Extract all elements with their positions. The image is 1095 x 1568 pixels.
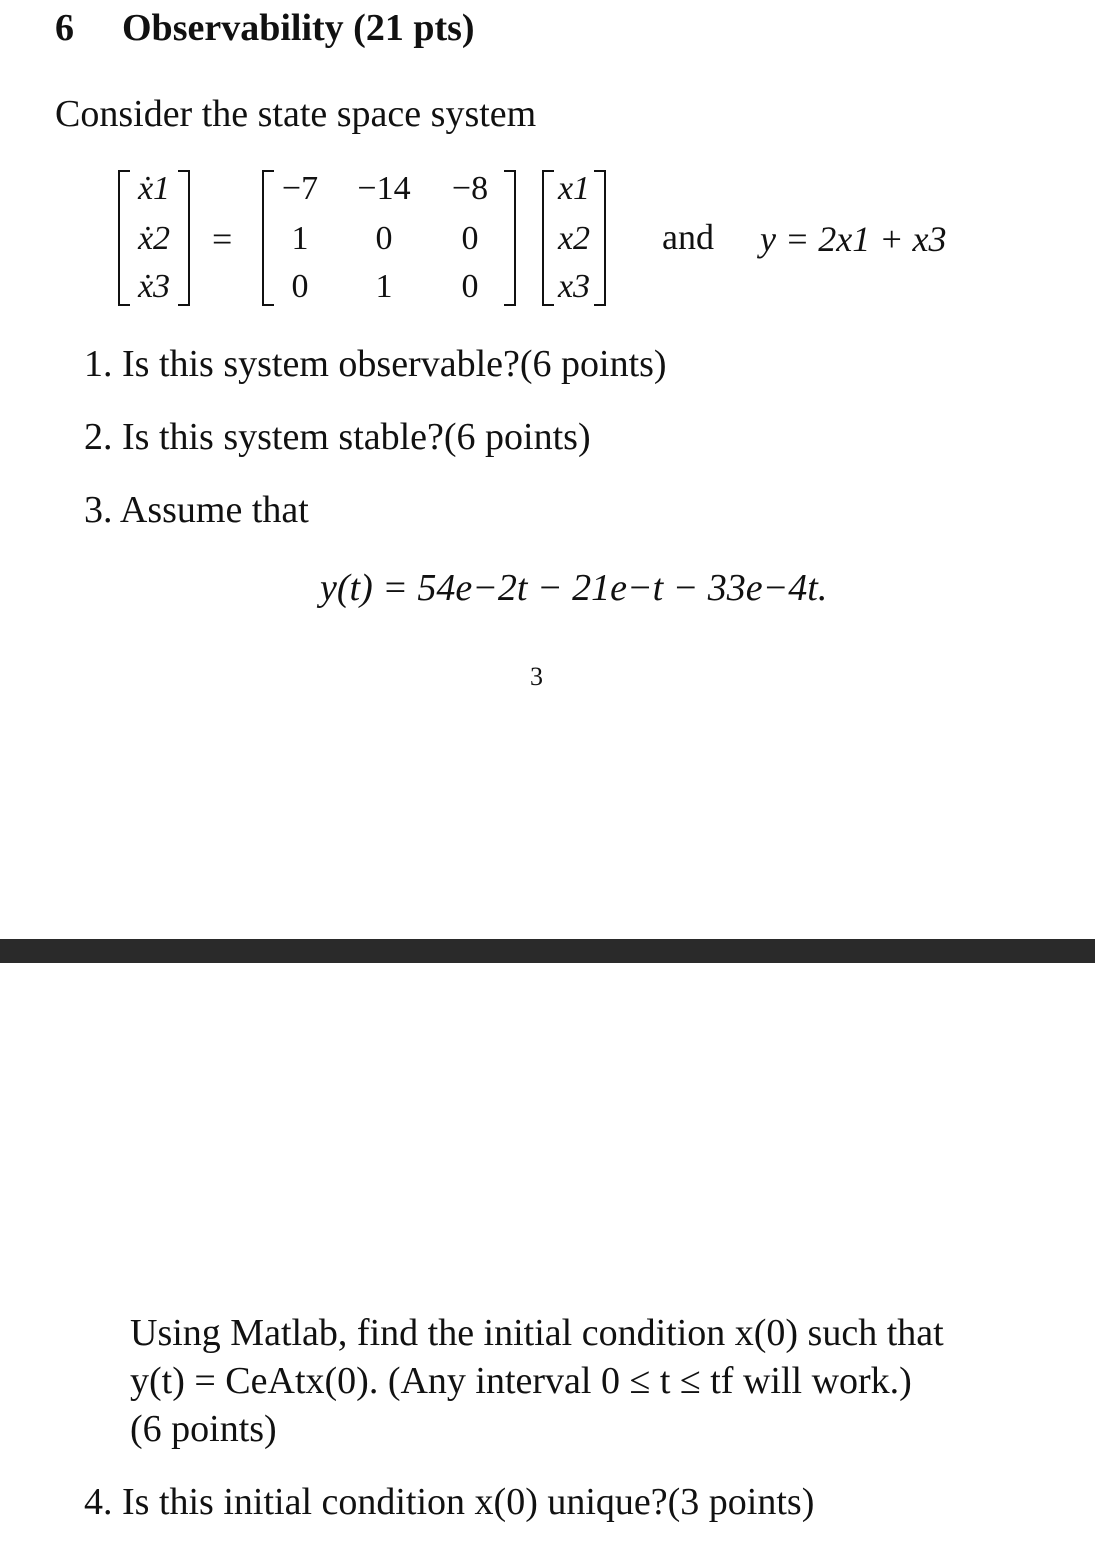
x1: x1 [557,170,591,207]
x2: x2 [557,220,591,257]
question-4: 4. Is this initial condition x(0) unique?(3 points) [84,1481,815,1523]
lhs-x2-dot: ẋ2 [137,220,171,257]
page-number: 3 [530,662,543,691]
question-3-line-1: Using Matlab, find the initial condition x(0) such that [130,1312,944,1354]
a-11: −7 [281,170,319,207]
x3: x3 [557,268,591,305]
a-32: 1 [375,268,393,305]
question-3: 3. Assume that [84,489,309,531]
lhs-x1-dot: ẋ1 [137,170,171,207]
a-13: −8 [451,170,489,207]
a-12: −14 [357,170,411,207]
question-2: 2. Is this system stable?(6 points) [84,416,591,458]
intro-text: Consider the state space system [55,93,537,135]
page-separator [0,939,1095,963]
a-31: 0 [291,268,309,305]
equals-sign: = [212,219,233,259]
a-22: 0 [375,220,393,257]
question-3-line-3: (6 points) [130,1408,277,1450]
and-word: and [662,217,714,257]
section-number: 6 [55,7,74,49]
a-33: 0 [461,268,479,305]
section-title: Observability (21 pts) [122,7,475,49]
lhs-x3-dot: ẋ3 [137,268,171,305]
question-1: 1. Is this system observable?(6 points) [84,343,667,385]
a-21: 1 [291,220,309,257]
output-equation: y = 2x1 + x3 [760,219,947,259]
matrix-right-bracket [504,170,516,306]
question-3-line-2: y(t) = CeAtx(0). (Any interval 0 ≤ t ≤ tf will work.) [130,1360,912,1402]
y-expression: y(t) = 54e−2t − 21e−t − 33e−4t. [320,567,828,609]
a-23: 0 [461,220,479,257]
